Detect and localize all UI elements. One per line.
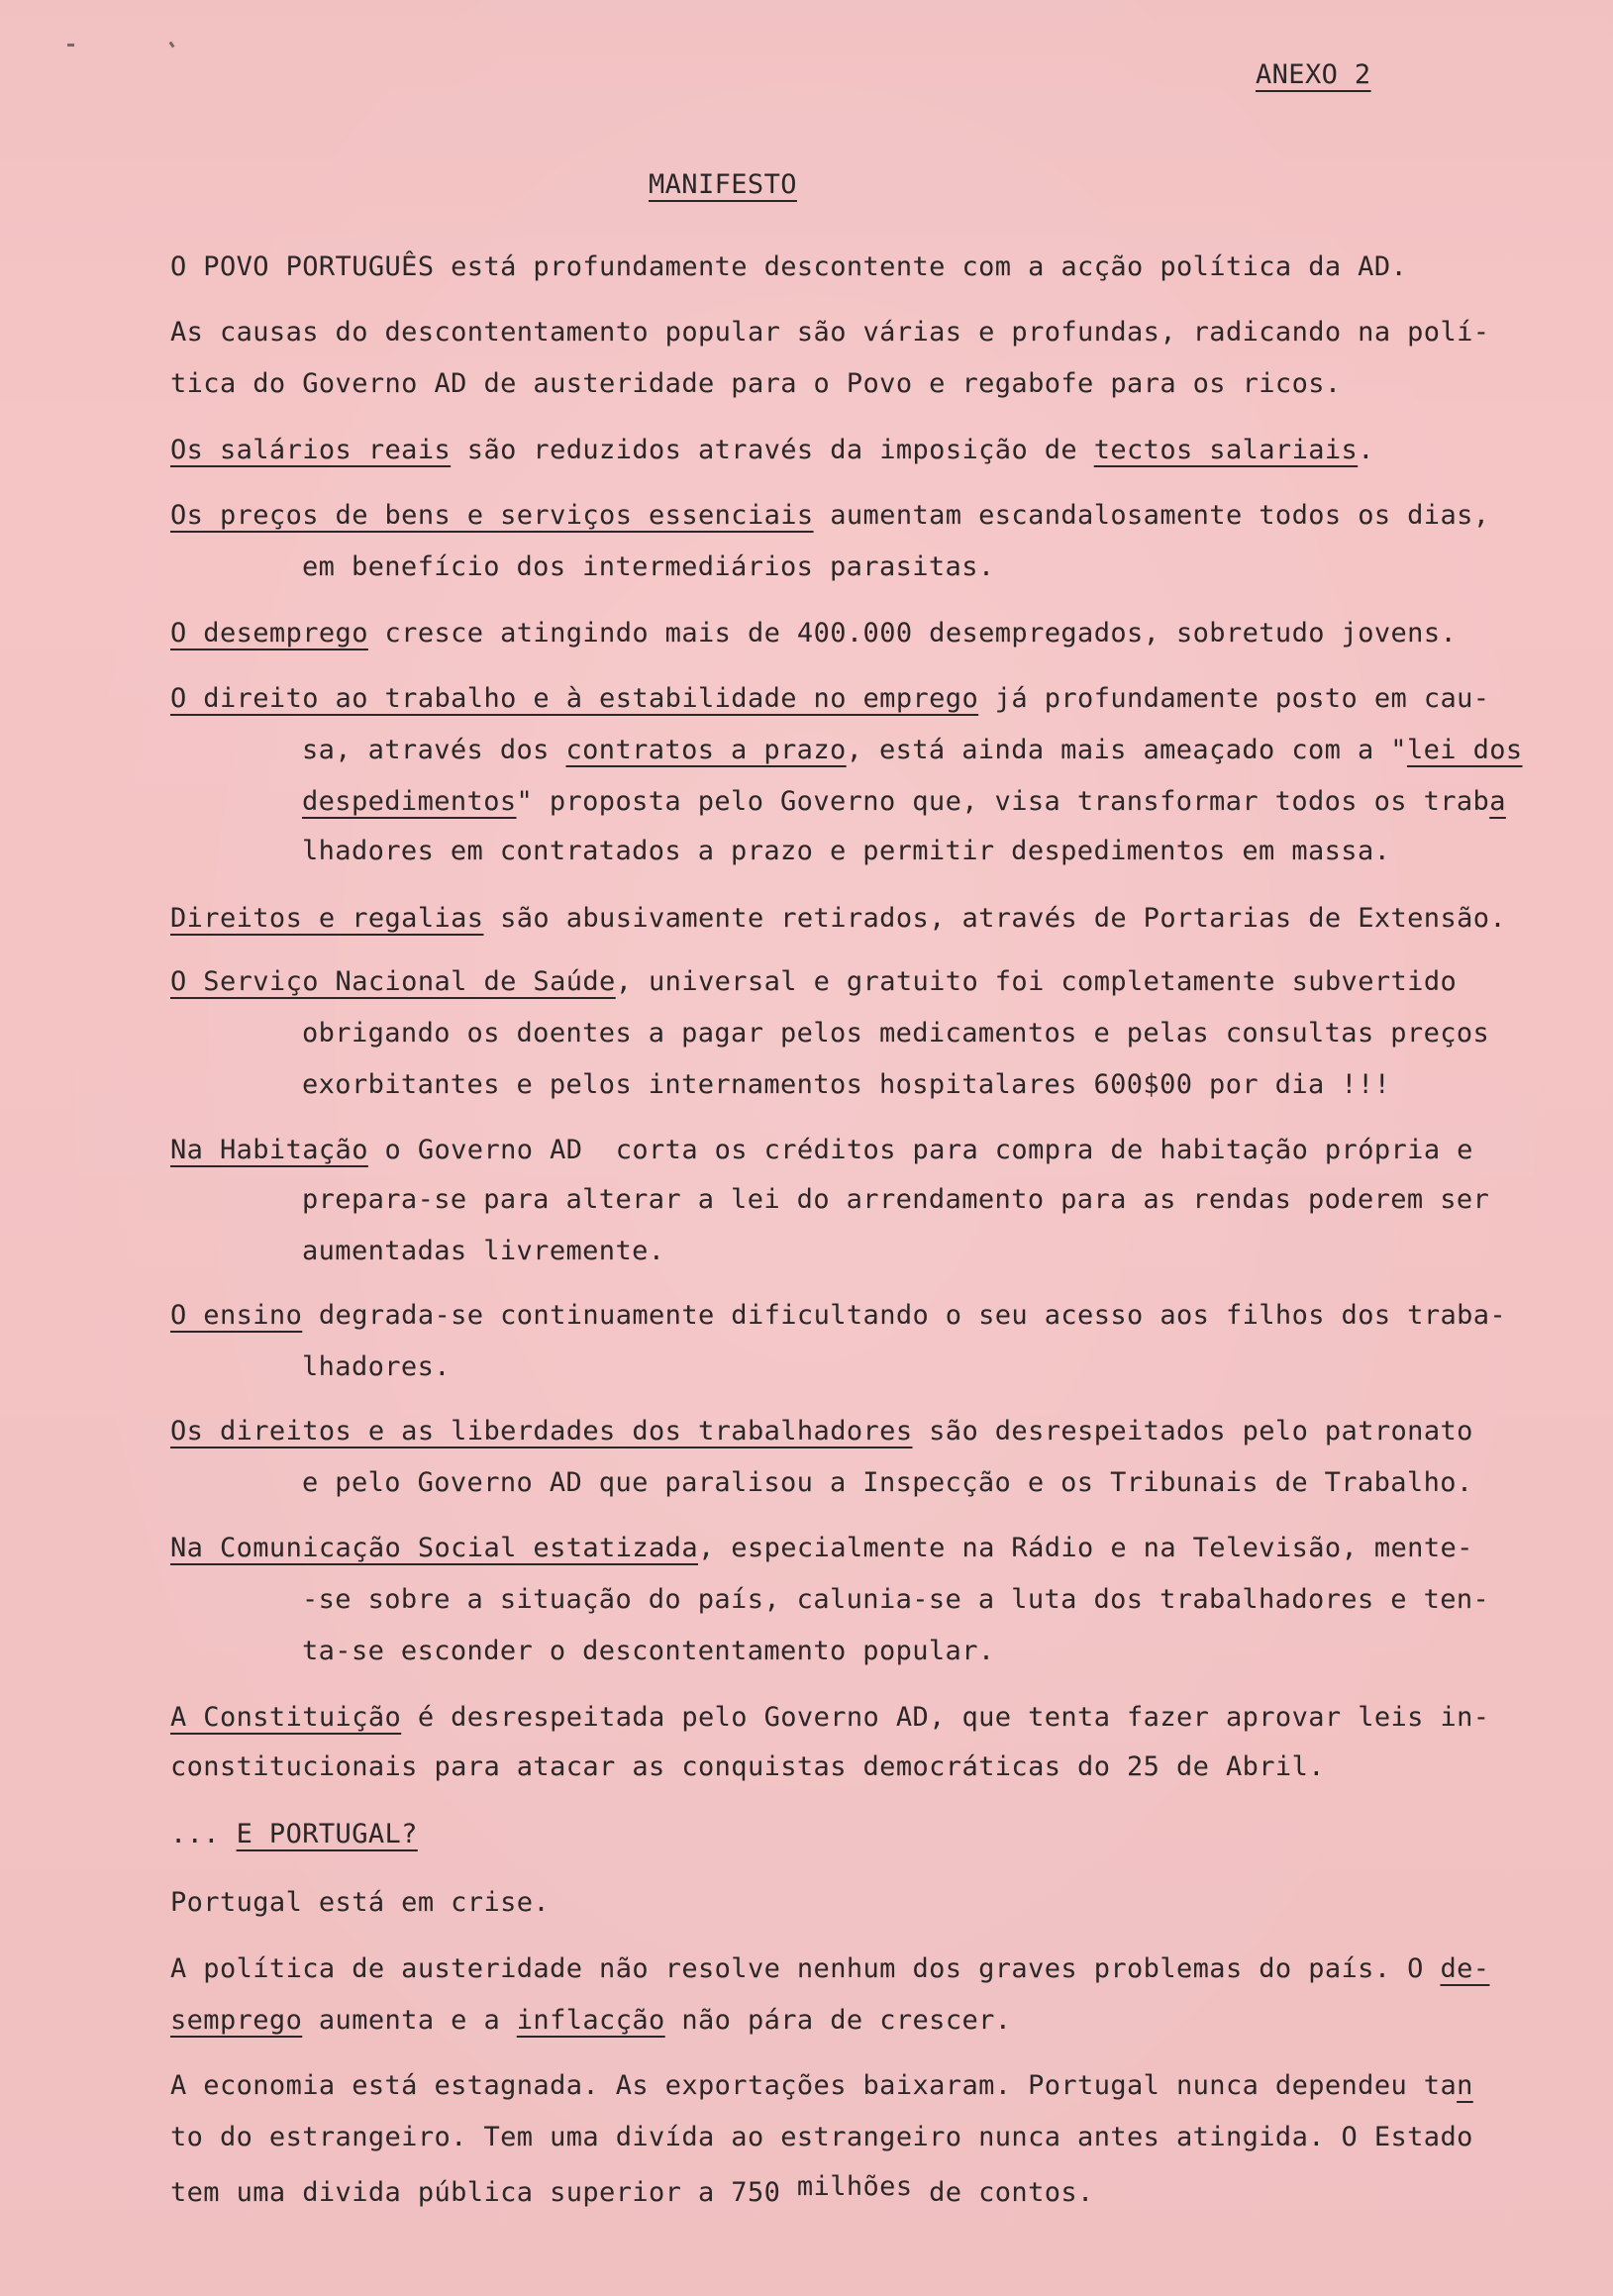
text-run: sa, através dos (302, 735, 566, 765)
text-run: não pára de crescer. (664, 2005, 1012, 2036)
text-run: A política de austeridade não resolve nenhum dos graves problemas do país. O (170, 1953, 1441, 1984)
page-title: MANIFESTO (649, 169, 797, 200)
text-run: e pelo Governo AD que paralisou a Inspecção e os Tribunais de Trabalho. (302, 1467, 1473, 1498)
text-run: milhões (796, 2171, 913, 2202)
text-run: O POVO PORTUGUÊS está profundamente descontente com a acção política da AD. (170, 251, 1408, 282)
text-run: , especialmente na Rádio e na Televisão, mente- (697, 1533, 1473, 1563)
paragraph-line (302, 551, 995, 583)
text-run: " proposta pelo Governo que, visa transformar todos os trab (516, 786, 1490, 817)
paragraph-line (302, 1236, 664, 1267)
underlined-text: a (1489, 786, 1506, 817)
text-run: lhadores. (302, 1351, 451, 1382)
text-run: lhadores em contratados a prazo e permitir despedimentos em massa. (302, 836, 1391, 866)
paragraph-line (170, 1135, 1473, 1166)
paragraph-line (302, 1636, 995, 1667)
paragraph-line (302, 1069, 1390, 1101)
underlined-text: lei dos (1406, 735, 1523, 765)
underlined-text: tectos salariais (1093, 435, 1359, 465)
underlined-text: O Serviço Nacional de Saúde (170, 966, 616, 997)
text-run: cresce atingindo mais de 400.000 desempregados, sobretudo jovens. (367, 618, 1458, 649)
text-run: , está ainda mais ameaçado com a " (846, 735, 1407, 765)
text-run: aumentadas livremente. (302, 1236, 665, 1266)
text-run: constitucionais para atacar as conquistas democráticas do 25 de Abril. (170, 1751, 1325, 1782)
text-run: -se sobre a situação do país, calunia-se a luta dos trabalhadores e ten- (302, 1584, 1490, 1615)
underlined-text: despedimentos (302, 786, 517, 817)
underlined-text: inflacção (516, 2005, 665, 2036)
paragraph-line (170, 2122, 1473, 2153)
paragraph-line (170, 317, 1489, 349)
text-run: . (1358, 435, 1374, 465)
paragraph-line (302, 1018, 1489, 1049)
paragraph-line (170, 1300, 1506, 1332)
text-run: de contos. (912, 2177, 1094, 2208)
underlined-text: n (1457, 2070, 1473, 2101)
text-run: prepara-se para alterar a lei do arrendamento para as rendas poderem ser (302, 1184, 1490, 1215)
underlined-text: A Constituição (170, 1702, 402, 1733)
text-run: são abusivamente retirados, através de Portarias de Extensão. (483, 903, 1507, 934)
paper-mark (169, 42, 175, 49)
paragraph-line (170, 500, 1489, 532)
paragraph-line (170, 2070, 1473, 2102)
text-run: são desrespeitados pelo patronato (912, 1416, 1473, 1447)
paragraph-line (170, 966, 1457, 998)
paragraph-line (170, 2171, 1094, 2209)
paragraph-line (302, 1351, 451, 1383)
paragraph-line (170, 251, 1407, 283)
annex-label: ANEXO 2 (1256, 59, 1371, 90)
text-run: são reduzidos através da imposição de (451, 435, 1094, 465)
text-run: ... (170, 1819, 237, 1849)
paragraph-line (302, 836, 1390, 867)
paragraph-line (170, 1887, 550, 1919)
underlined-text: de- (1440, 1953, 1490, 1984)
underlined-text: O direito ao trabalho e à estabilidade no emprego (170, 683, 979, 714)
text-run: ta-se esconder o descontentamento popular. (302, 1636, 995, 1666)
text-run: tica do Governo AD de austeridade para o Povo e regabofe para os ricos. (170, 368, 1342, 399)
text-run: to do estrangeiro. Tem uma divída ao estrangeiro nunca antes atingida. O Estado (170, 2122, 1473, 2152)
underlined-text: E PORTUGAL? (236, 1819, 418, 1849)
paragraph-line (302, 1584, 1489, 1616)
underlined-text: O desemprego (170, 618, 368, 649)
underlined-text: Os salários reais (170, 435, 452, 465)
underlined-text: contratos a prazo (565, 735, 847, 765)
paragraph-line (302, 1184, 1489, 1216)
paragraph-line (170, 903, 1506, 935)
text-run: , universal e gratuito foi completamente subvertido (615, 966, 1458, 997)
text-run: aumenta e a (302, 2005, 517, 2036)
underlined-text: semprego (170, 2005, 303, 2036)
paragraph-line (302, 1467, 1473, 1499)
section-heading (170, 1819, 418, 1850)
text-run: exorbitantes e pelos internamentos hospitalares 600$00 por dia !!! (302, 1069, 1391, 1100)
text-run: tem uma divida pública superior a 750 (170, 2177, 797, 2208)
paragraph-line (170, 683, 1489, 715)
paragraph-line (302, 735, 1523, 766)
text-run: As causas do descontentamento popular são várias e profundas, radicando na polí- (170, 317, 1490, 348)
text-run: em benefício dos intermediários parasitas. (302, 551, 995, 582)
text-run: degrada-se continuamente dificultando o seu acesso aos filhos dos traba- (302, 1300, 1507, 1331)
underlined-text: O ensino (170, 1300, 303, 1331)
underlined-text: Os direitos e as liberdades dos trabalhadores (170, 1416, 913, 1447)
text-run: já profundamente posto em cau- (978, 683, 1490, 714)
paper-mark (67, 44, 74, 47)
text-run: aumentam escandalosamente todos os dias, (813, 500, 1490, 531)
underlined-text: Na Comunicação Social estatizada (170, 1533, 698, 1563)
paragraph-line (170, 1416, 1473, 1447)
text-run: é desrespeitada pelo Governo AD, que tenta fazer aprovar leis in- (401, 1702, 1490, 1733)
paragraph-line (170, 2005, 1011, 2037)
underlined-text: Os preços de bens e serviços essenciais (170, 500, 814, 531)
paragraph-line (170, 1953, 1489, 1985)
underlined-text: Direitos e regalias (170, 903, 484, 934)
paragraph-line (170, 618, 1457, 649)
paragraph-line (170, 435, 1374, 466)
paragraph-line (170, 1751, 1325, 1783)
paragraph-line (302, 786, 1506, 818)
paragraph-line (170, 1533, 1473, 1564)
text-run: obrigando os doentes a pagar pelos medicamentos e pelas consultas preços (302, 1018, 1490, 1048)
text-run: o Governo AD corta os créditos para compra de habitação própria e (367, 1135, 1473, 1165)
text-run: A economia está estagnada. As exportações baixaram. Portugal nunca dependeu ta (170, 2070, 1458, 2101)
paragraph-line (170, 1702, 1489, 1734)
text-run: Portugal está em crise. (170, 1887, 551, 1918)
paragraph-line (170, 368, 1342, 400)
underlined-text: Na Habitação (170, 1135, 368, 1165)
